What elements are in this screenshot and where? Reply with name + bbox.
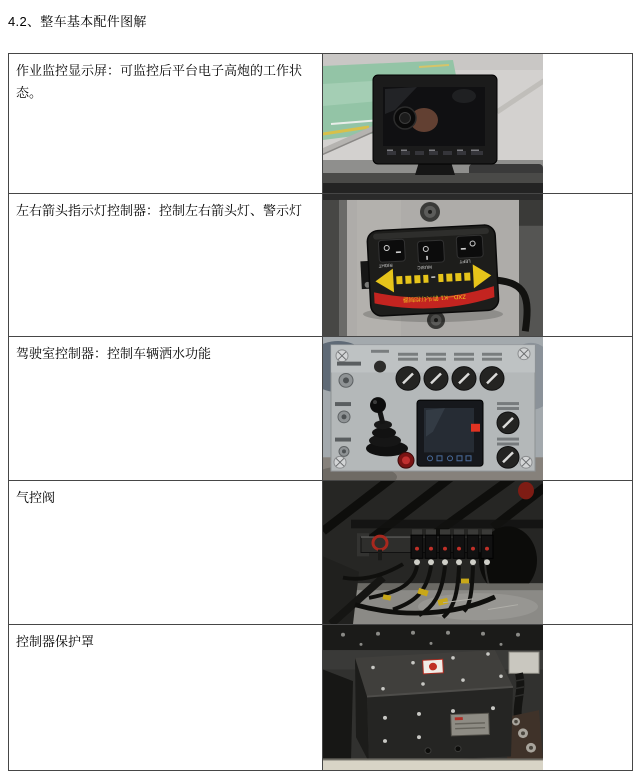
mounting-screw-top [420, 202, 440, 222]
photo-cell [323, 194, 632, 336]
warning-sticker [423, 659, 444, 674]
table-row [9, 336, 632, 480]
part-label: 左右箭头指示灯控制器：控制左右箭头灯、警示灯 [9, 194, 323, 336]
protective-cover-box [355, 650, 513, 762]
switch-label-right: RIGHT [378, 262, 393, 269]
parts-table [8, 53, 633, 771]
bottom-ledge [323, 760, 543, 770]
cab-panel-photo-art [323, 337, 543, 480]
cab-controller-photo [323, 337, 543, 480]
chassis-top [323, 625, 543, 650]
photo-cell [323, 337, 632, 480]
part-label: 作业监控显示屏：可监控后平台电子高炮的工作状态。 [9, 54, 323, 193]
air-control-valve-photo [323, 481, 543, 624]
monitor [373, 75, 497, 175]
display [417, 400, 483, 466]
switch-label-left: LEFT [459, 258, 471, 265]
photo-cell [323, 481, 632, 624]
part-label: 驾驶室控制器：控制车辆洒水功能 [9, 337, 323, 480]
table-row [9, 54, 632, 193]
controller-protective-cover-photo [323, 625, 543, 770]
model-text: ZXD—K1 箭头灯控制器 [402, 292, 466, 302]
part-label: 控制器保护罩 [9, 625, 323, 770]
part-label: 气控阀 [9, 481, 323, 624]
red-indicator [398, 452, 414, 468]
arrow-indicator-controller-photo [323, 194, 543, 336]
small-knob [374, 361, 386, 373]
table-row [9, 624, 632, 770]
page-title: 4.2、整车基本配件图解 [8, 14, 147, 29]
switch-label-music: MUSIC [417, 264, 432, 271]
cover-photo-art [323, 625, 543, 770]
table-row [9, 480, 632, 624]
controller-photo-art [323, 194, 543, 336]
valve-photo-art [323, 481, 543, 624]
table-row [9, 193, 632, 336]
monitor-photo-art [323, 54, 543, 193]
photo-cell [323, 54, 632, 193]
name-plate [451, 713, 490, 736]
monitor-display-photo [323, 54, 543, 193]
red-square-indicator [471, 424, 480, 432]
photo-cell [323, 625, 632, 770]
